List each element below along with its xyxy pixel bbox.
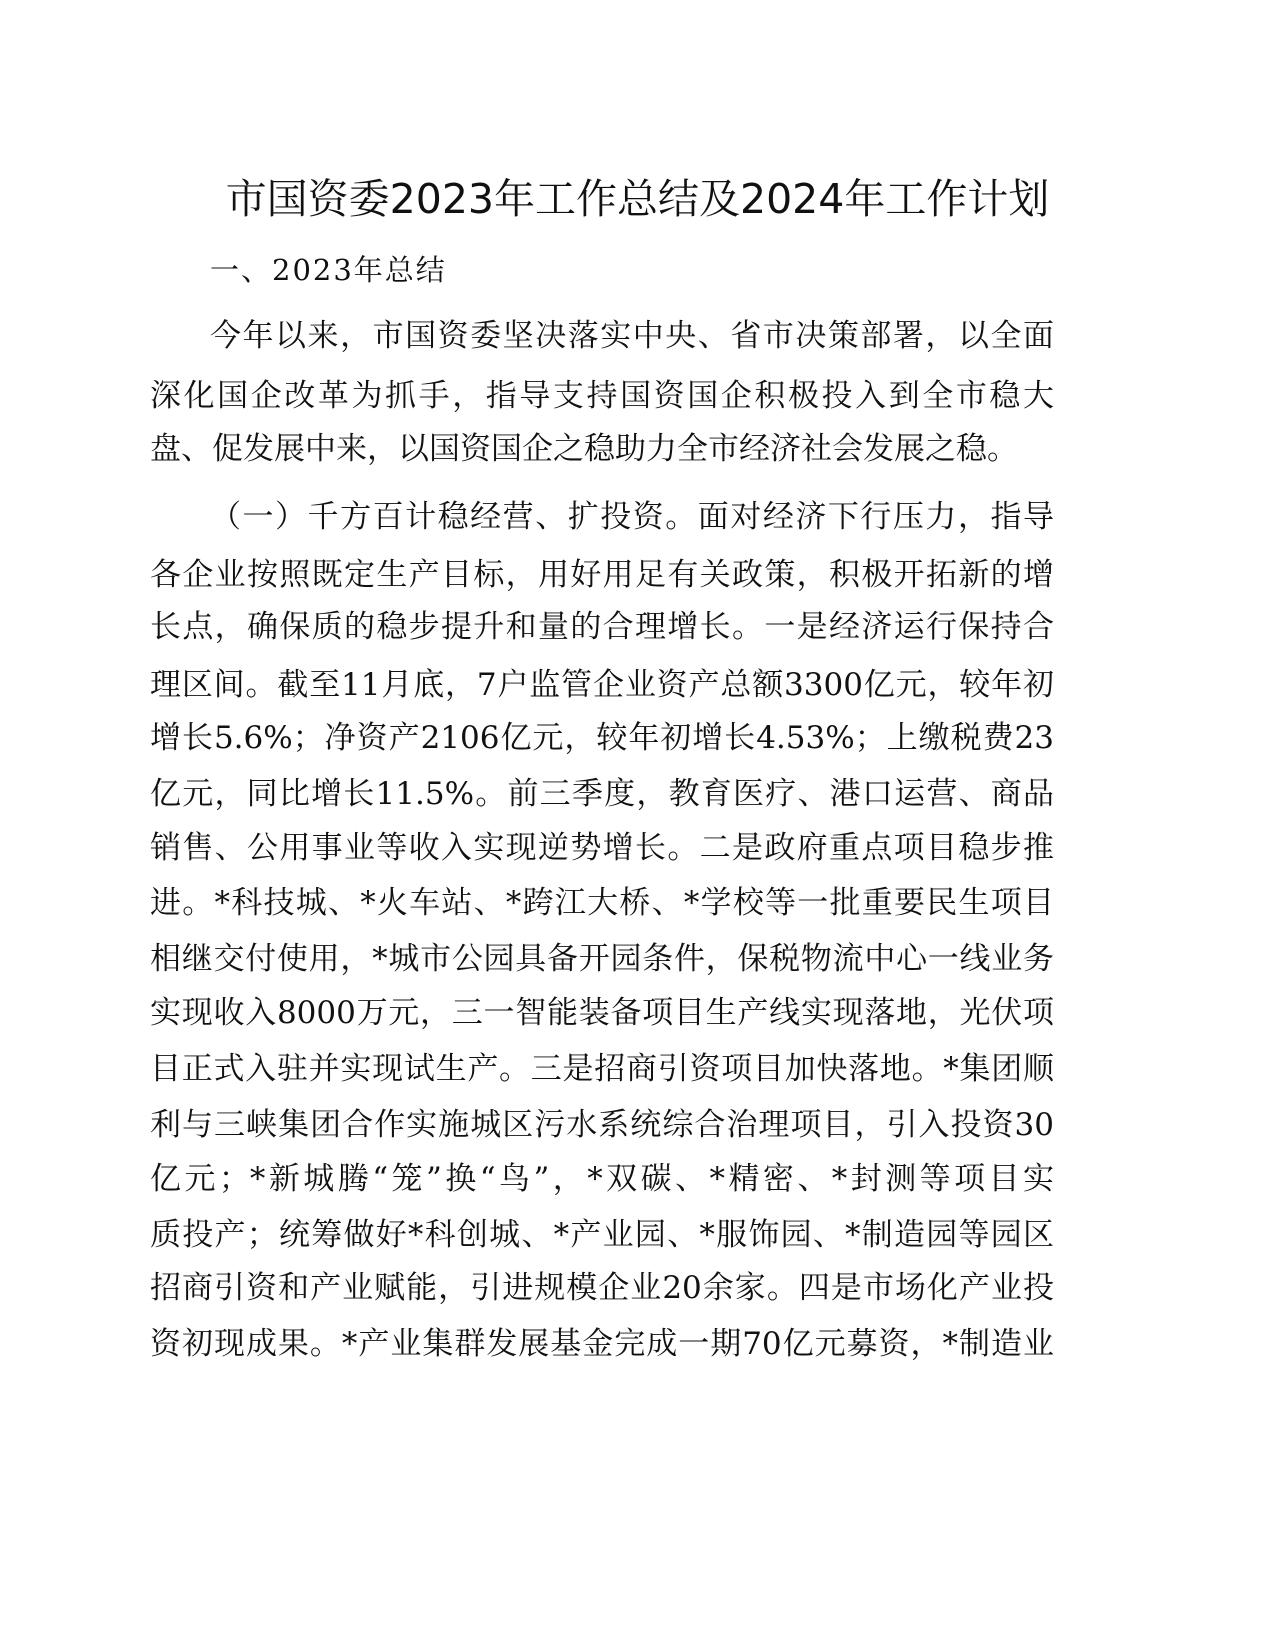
- paragraph-2-line: 各企业按照既定生产目标，用好用足有关政策，积极开拓新的增: [150, 557, 1054, 593]
- paragraph-2-line: 长点，确保质的稳步提升和量的合理增长。一是经济运行保持合: [150, 609, 1054, 645]
- paragraph-2-line: 目正式入驻并实现试生产。三是招商引资项目加快落地。*集团顺: [150, 1051, 1054, 1087]
- paragraph-2-line: 质投产；统筹做好*科创城、*产业园、*服饰园、*制造园等园区: [150, 1217, 1054, 1253]
- paragraph-1-line: 今年以来，市国资委坚决落实中央、省市决策部署，以全面: [210, 318, 1054, 354]
- paragraph-2-line: 增长5.6%；净资产2106亿元，较年初增长4.53%；上缴税费23: [150, 720, 1054, 756]
- paragraph-2-line: 实现收入8000万元，三一智能装备项目生产线实现落地，光伏项: [150, 995, 1054, 1031]
- paragraph-2-line: 亿元，同比增长11.5%。前三季度，教育医疗、港口运营、商品: [150, 776, 1054, 812]
- paragraph-2-line: 销售、公用事业等收入实现逆势增长。二是政府重点项目稳步推: [150, 830, 1054, 866]
- paragraph-2-line: 招商引资和产业赋能，引进规模企业20余家。四是市场化产业投: [150, 1270, 1054, 1306]
- paragraph-2-line: （一）千方百计稳经营、扩投资。面对经济下行压力，指导: [210, 499, 1054, 535]
- paragraph-2-line: 利与三峡集团合作实施城区污水系统综合治理项目，引入投资30: [150, 1107, 1054, 1143]
- paragraph-2-line: 相继交付使用，*城市公园具备开园条件，保税物流中心一线业务: [150, 941, 1054, 977]
- paragraph-2-line: 理区间。截至11月底，7户监管企业资产总额3300亿元，较年初: [150, 667, 1054, 703]
- paragraph-1-line: 盘、促发展中来，以国资国企之稳助力全市经济社会发展之稳。: [150, 431, 1018, 467]
- section-heading: 一、2023年总结: [210, 253, 447, 287]
- paragraph-1-line: 深化国企改革为抓手，指导支持国资国企积极投入到全市稳大: [150, 378, 1054, 414]
- paragraph-2-line: 资初现成果。*产业集群发展基金完成一期70亿元募资，*制造业: [150, 1326, 1054, 1362]
- paragraph-2-line: 进。*科技城、*火车站、*跨江大桥、*学校等一批重要民生项目: [150, 885, 1054, 921]
- document-title: 市国资委2023年工作总结及2024年工作计划: [225, 175, 1050, 223]
- paragraph-2-line: 亿元；*新城腾“笼”换“鸟”，*双碳、*精密、*封测等项目实: [150, 1161, 1054, 1197]
